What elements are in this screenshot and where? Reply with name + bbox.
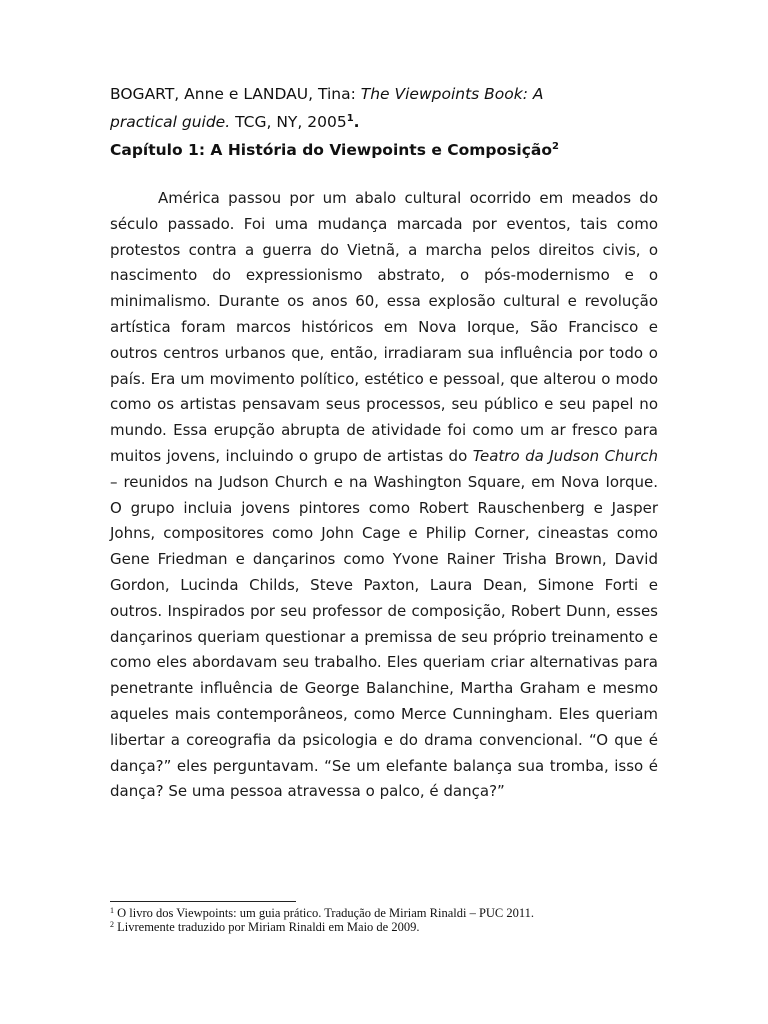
citation-line-2: [110, 108, 658, 136]
footnote-1: [110, 906, 670, 920]
body-paragraph: [110, 186, 658, 805]
footnote-ref-2[interactable]: 2: [552, 141, 559, 152]
footnote-1-mark: 1: [110, 906, 114, 915]
footnote-2-mark: 2: [110, 920, 114, 929]
citation-book-subtitle: practical guide.: [110, 113, 231, 131]
chapter-heading-line: [110, 136, 658, 164]
citation-book-title: The Viewpoints Book: A: [360, 85, 544, 103]
footnote-1-text: O livro dos Viewpoints: um guia prático. Tradução de Miriam Rinaldi – PUC 2011.: [114, 906, 535, 920]
footnote-2: [110, 920, 670, 934]
chapter-heading: Capítulo 1: A História do Viewpoints e Composição: [110, 141, 552, 159]
citation-line-1: [110, 80, 658, 108]
footnote-ref-1[interactable]: 1: [346, 113, 354, 124]
citation-period: .: [353, 113, 360, 131]
footnote-2-text: Livremente traduzido por Miriam Rinaldi em Maio de 2009.: [114, 920, 420, 934]
body-italic-term: Teatro da Judson Church: [472, 446, 658, 465]
citation-publisher: TCG, NY, 2005: [230, 113, 347, 131]
footnote-separator: [110, 901, 296, 902]
footnotes: [110, 906, 670, 934]
body-text-part-2: – reunidos na Judson Church e na Washington Square, em Nova Iorque. O grupo incluia jovens pintores como Robert Rauschenberg e Jasper Johns, compositores como John Cage e Philip Corner, cineastas como Gene Friedman e dançarinos como Yvone Rainer Trisha Brown, David Gordon, Lucinda Childs, Steve Paxton, Laura Dean, Simone Forti e outros. Inspirados por seu professor de composição, Robert Dunn, esses dançarinos queriam questionar a premissa de seu próprio treinamento e como eles abordavam seu trabalho. Eles queriam criar alternativas para penetrante influência de George Balanchine, Martha Graham e mesmo aqueles mais contemporâneos, como Merce Cunningham. Eles queriam libertar a coreografia da psicologia e do drama convencional. “O que é dança?” eles perguntavam. “Se um elefante balança sua tromba, isso é dança? Se uma pessoa atravessa o palco, é dança?”: [110, 472, 658, 801]
reference-header: [110, 80, 658, 164]
document-page: [110, 80, 658, 805]
body-text-part-1: América passou por um abalo cultural ocorrido em meados do século passado. Foi uma mudança marcada por eventos, tais como protestos contra a guerra do Vietnã, a marcha pelos direitos civis, o nascimento do expressionismo abstrato, o pós-modernismo e o minimalismo. Durante os anos 60, essa explosão cultural e revolução artística foram marcos históricos em Nova Iorque, São Francisco e outros centros urbanos que, então, irradiaram sua influência por todo o país. Era um movimento político, estético e pessoal, que alterou o modo como os artistas pensavam seus processos, seu público e seu papel no mundo. Essa erupção abrupta de atividade foi como um ar fresco para muitos jovens, incluindo o grupo de artistas do: [110, 189, 658, 465]
citation-authors: BOGART, Anne e LANDAU, Tina:: [110, 85, 361, 103]
